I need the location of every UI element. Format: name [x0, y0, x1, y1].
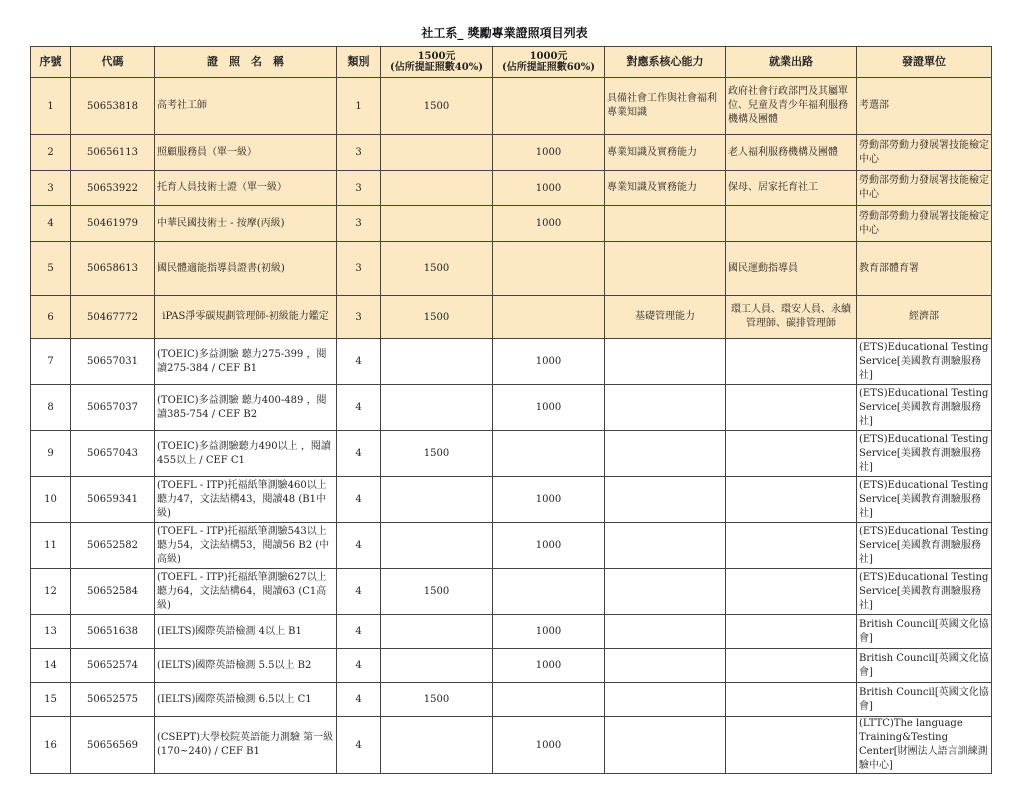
cell-code: 50652574 — [71, 649, 155, 683]
header-issuer: 發證單位 — [857, 47, 992, 78]
header-reward-1000 — [493, 47, 605, 78]
cell-code: 50652584 — [71, 569, 155, 615]
cell-career — [726, 477, 857, 523]
cell-issuer: British Council[英國文化協會] — [857, 683, 992, 717]
cell-category: 3 — [337, 206, 381, 242]
cell-seq: 5 — [31, 242, 71, 296]
cell-reward-1000: 1000 — [493, 385, 605, 431]
cell-code: 50653818 — [71, 78, 155, 135]
cell-code: 50659341 — [71, 477, 155, 523]
cell-code: 50652582 — [71, 523, 155, 569]
cell-core — [605, 649, 726, 683]
cell-code: 50651638 — [71, 615, 155, 649]
cell-name: (TOEFL - ITP)托福紙筆測驗460以上聽力47，文法結構43，閱讀48 (B1中級) — [155, 477, 337, 523]
cell-name: (IELTS)國際英語檢測 6.5以上 C1 — [155, 683, 337, 717]
cell-category: 1 — [337, 78, 381, 135]
cell-name: (CSEPT)大學校院英語能力測驗 第一級(170~240) / CEF B1 — [155, 717, 337, 774]
cell-category: 4 — [337, 431, 381, 477]
cell-reward-1500 — [381, 717, 493, 774]
cell-category: 4 — [337, 569, 381, 615]
cell-name: (TOEIC)多益測驗 聽力400-489 ，閱讀385-754 / CEF B2 — [155, 385, 337, 431]
cell-issuer: 考選部 — [857, 78, 992, 135]
cell-reward-1000: 1000 — [493, 339, 605, 385]
cell-reward-1000: 1000 — [493, 171, 605, 206]
cell-seq: 6 — [31, 296, 71, 339]
cell-seq: 8 — [31, 385, 71, 431]
cell-career — [726, 431, 857, 477]
cell-name: 國民體適能指導員證書(初級) — [155, 242, 337, 296]
table-body — [31, 78, 992, 774]
header-reward-1500 — [381, 47, 493, 78]
cell-issuer: 勞動部勞動力發展署技能檢定中心 — [857, 206, 992, 242]
header-reward-1500-note: (佔所提証照數40%) — [390, 62, 483, 73]
header-core: 對應系核心能力 — [605, 47, 726, 78]
header-career: 就業出路 — [726, 47, 857, 78]
cell-reward-1000: 1000 — [493, 717, 605, 774]
cell-name: 中華民國技術士 - 按摩(丙級) — [155, 206, 337, 242]
cell-reward-1500: 1500 — [381, 296, 493, 339]
cell-code: 50657037 — [71, 385, 155, 431]
cell-issuer: 教育部體育署 — [857, 242, 992, 296]
cell-code: 50656113 — [71, 135, 155, 171]
table-row — [31, 296, 992, 339]
cell-career — [726, 523, 857, 569]
cell-seq: 13 — [31, 615, 71, 649]
cell-seq: 12 — [31, 569, 71, 615]
cell-seq: 11 — [31, 523, 71, 569]
header-category: 類別 — [337, 47, 381, 78]
cell-seq: 3 — [31, 171, 71, 206]
header-reward-1000-note: (佔所提証照數60%) — [502, 62, 595, 73]
cell-category: 3 — [337, 171, 381, 206]
cell-career — [726, 569, 857, 615]
cell-reward-1500 — [381, 649, 493, 683]
cell-career — [726, 683, 857, 717]
cell-core — [605, 683, 726, 717]
cell-issuer: 勞動部勞動力發展署技能檢定中心 — [857, 171, 992, 206]
table-row — [31, 649, 992, 683]
cell-reward-1000 — [493, 431, 605, 477]
cell-code: 50658613 — [71, 242, 155, 296]
cell-reward-1500 — [381, 171, 493, 206]
cell-seq: 1 — [31, 78, 71, 135]
cell-code: 50461979 — [71, 206, 155, 242]
cell-category: 4 — [337, 385, 381, 431]
cell-code: 50467772 — [71, 296, 155, 339]
cell-name: (IELTS)國際英語檢測 4以上 B1 — [155, 615, 337, 649]
cell-reward-1500: 1500 — [381, 569, 493, 615]
cell-reward-1000: 1000 — [493, 649, 605, 683]
cell-category: 4 — [337, 523, 381, 569]
cell-name: 托育人員技術士證（單一級） — [155, 171, 337, 206]
cell-seq: 9 — [31, 431, 71, 477]
cell-reward-1500: 1500 — [381, 683, 493, 717]
cell-reward-1500 — [381, 206, 493, 242]
cell-career — [726, 615, 857, 649]
cell-code: 50656569 — [71, 717, 155, 774]
cell-name: (TOEIC)多益測驗 聽力275-399 ，閱讀275-384 / CEF B1 — [155, 339, 337, 385]
cell-career — [726, 385, 857, 431]
cell-issuer: (ETS)Educational Testing Service[美國教育測驗服務社] — [857, 339, 992, 385]
table-row — [31, 206, 992, 242]
cell-issuer: (ETS)Educational Testing Service[美國教育測驗服務社] — [857, 569, 992, 615]
certificate-table — [30, 46, 992, 774]
cell-code: 50652575 — [71, 683, 155, 717]
header-row — [31, 47, 992, 78]
cell-category: 4 — [337, 649, 381, 683]
cell-issuer: 勞動部勞動力發展署技能檢定中心 — [857, 135, 992, 171]
cell-core — [605, 206, 726, 242]
cell-reward-1000: 1000 — [493, 206, 605, 242]
cell-reward-1500 — [381, 339, 493, 385]
cell-career: 政府社會行政部門及其屬單位、兒童及青少年福利服務機構及團體 — [726, 78, 857, 135]
table-row — [31, 78, 992, 135]
cell-reward-1500: 1500 — [381, 431, 493, 477]
table-row — [31, 431, 992, 477]
cell-reward-1000 — [493, 296, 605, 339]
cell-seq: 14 — [31, 649, 71, 683]
cell-issuer: (LTTC)The language Training&Testing Center[財團法人語言訓練測驗中心] — [857, 717, 992, 774]
cell-reward-1000: 1000 — [493, 135, 605, 171]
cell-core — [605, 431, 726, 477]
cell-career: 國民運動指導員 — [726, 242, 857, 296]
cell-core — [605, 385, 726, 431]
cell-core: 專業知識及實務能力 — [605, 171, 726, 206]
cell-reward-1000 — [493, 242, 605, 296]
cell-issuer: (ETS)Educational Testing Service[美國教育測驗服務社] — [857, 385, 992, 431]
cell-core — [605, 717, 726, 774]
table-row — [31, 683, 992, 717]
table-row — [31, 569, 992, 615]
cell-name: iPAS淨零碳規劃管理師-初級能力鑑定 — [155, 296, 337, 339]
cell-reward-1000: 1000 — [493, 477, 605, 523]
cell-reward-1500 — [381, 135, 493, 171]
cell-reward-1500 — [381, 523, 493, 569]
cell-core — [605, 523, 726, 569]
cell-reward-1500: 1500 — [381, 242, 493, 296]
cell-issuer: (ETS)Educational Testing Service[美國教育測驗服務社] — [857, 523, 992, 569]
cell-issuer: 經濟部 — [857, 296, 992, 339]
cell-issuer: British Council[英國文化協會] — [857, 615, 992, 649]
table-row — [31, 615, 992, 649]
cell-reward-1500 — [381, 385, 493, 431]
cell-core — [605, 339, 726, 385]
cell-category: 4 — [337, 615, 381, 649]
header-reward-1500-amount: 1500元 — [417, 51, 456, 62]
cell-core — [605, 615, 726, 649]
cell-career — [726, 717, 857, 774]
document-title: 社工系_ 獎勵專業證照項目列表 — [421, 26, 588, 40]
cell-issuer: British Council[英國文化協會] — [857, 649, 992, 683]
cell-seq: 4 — [31, 206, 71, 242]
cell-reward-1000: 1000 — [493, 523, 605, 569]
cell-career: 老人福利服務機構及團體 — [726, 135, 857, 171]
cell-reward-1500: 1500 — [381, 78, 493, 135]
table-row — [31, 171, 992, 206]
cell-career — [726, 339, 857, 385]
cell-issuer: (ETS)Educational Testing Service[美國教育測驗服務社] — [857, 477, 992, 523]
cell-seq: 7 — [31, 339, 71, 385]
cell-seq: 2 — [31, 135, 71, 171]
cell-career: 保母、居家托育社工 — [726, 171, 857, 206]
cell-seq: 15 — [31, 683, 71, 717]
cell-name: (TOEFL - ITP)托福紙筆測驗543以上聽力54，文法結構53，閱讀56 B2 (中高級) — [155, 523, 337, 569]
table-row — [31, 523, 992, 569]
cell-issuer: (ETS)Educational Testing Service[美國教育測驗服務社] — [857, 431, 992, 477]
cell-core: 基礎管理能力 — [605, 296, 726, 339]
table-row — [31, 717, 992, 774]
cell-name: 高考社工師 — [155, 78, 337, 135]
cell-core: 具備社會工作與社會福利專業知識 — [605, 78, 726, 135]
cell-reward-1000: 1000 — [493, 615, 605, 649]
cell-category: 4 — [337, 683, 381, 717]
table-row — [31, 385, 992, 431]
cell-name: (TOEIC)多益測驗聽力490以上 ，閱讀455以上 / CEF C1 — [155, 431, 337, 477]
cell-core — [605, 569, 726, 615]
cell-core — [605, 477, 726, 523]
cell-name: 照顧服務員（單一級） — [155, 135, 337, 171]
table-row — [31, 477, 992, 523]
cell-reward-1500 — [381, 615, 493, 649]
cell-career — [726, 649, 857, 683]
cell-code: 50653922 — [71, 171, 155, 206]
table-row — [31, 135, 992, 171]
cell-reward-1000 — [493, 569, 605, 615]
cell-category: 3 — [337, 242, 381, 296]
cell-category: 4 — [337, 477, 381, 523]
cell-category: 4 — [337, 339, 381, 385]
cell-name: (IELTS)國際英語檢測 5.5以上 B2 — [155, 649, 337, 683]
cell-seq: 10 — [31, 477, 71, 523]
cell-code: 50657043 — [71, 431, 155, 477]
cell-category: 4 — [337, 717, 381, 774]
cell-seq: 16 — [31, 717, 71, 774]
cell-core: 專業知識及實務能力 — [605, 135, 726, 171]
cell-reward-1500 — [381, 477, 493, 523]
header-code: 代碼 — [71, 47, 155, 78]
table-row — [31, 339, 992, 385]
cell-core — [605, 242, 726, 296]
cell-career — [726, 206, 857, 242]
header-name: 證 照 名 稱 — [155, 47, 337, 78]
cell-category: 3 — [337, 135, 381, 171]
cell-career: 環工人員、環安人員、永續管理師、碳排管理師 — [726, 296, 857, 339]
header-reward-1000-amount: 1000元 — [529, 51, 568, 62]
cell-name: (TOEFL - ITP)托福紙筆測驗627以上聽力64，文法結構64，閱讀63 (C1高級) — [155, 569, 337, 615]
header-seq: 序號 — [31, 47, 71, 78]
cell-code: 50657031 — [71, 339, 155, 385]
table-row — [31, 242, 992, 296]
cell-category: 3 — [337, 296, 381, 339]
cell-reward-1000 — [493, 78, 605, 135]
cell-reward-1000 — [493, 683, 605, 717]
